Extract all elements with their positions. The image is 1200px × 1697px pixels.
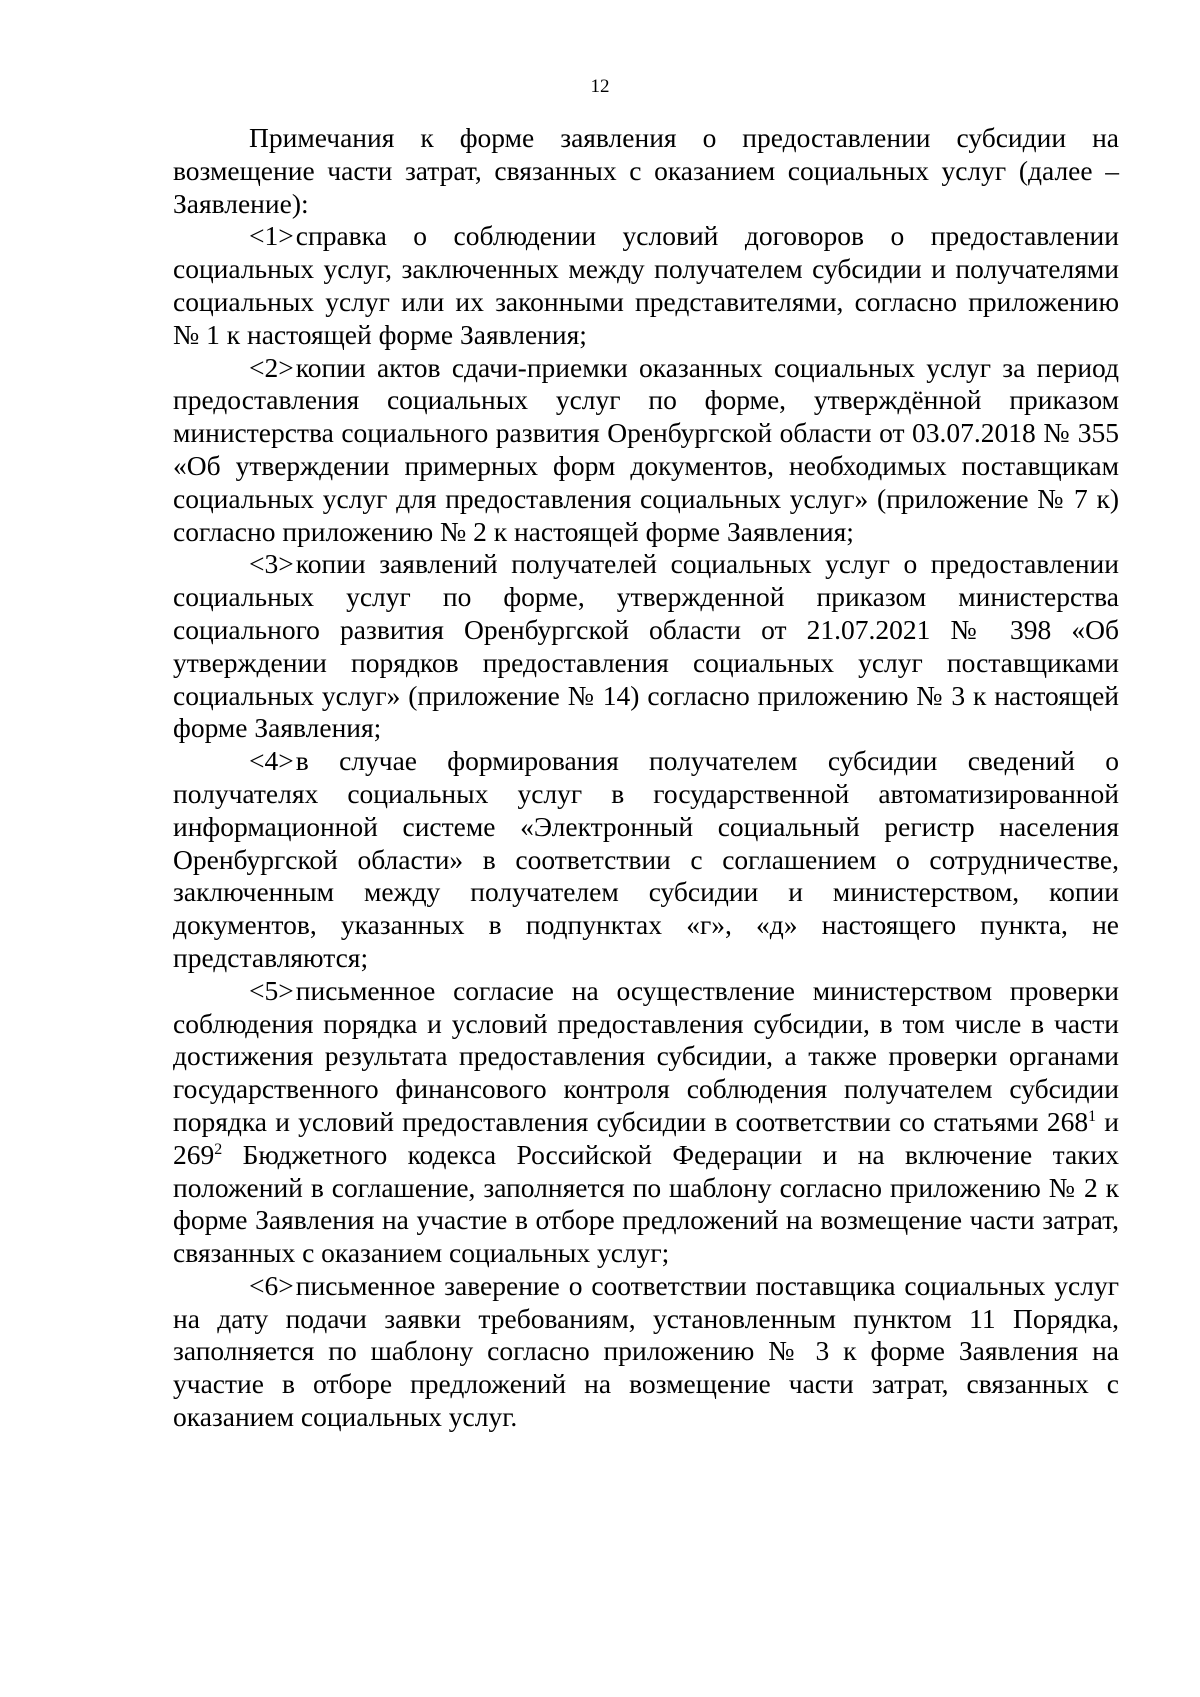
note-4: [173, 745, 1119, 975]
note-text-part: письменное согласие на осуществление министерством проверки соблюдения порядка и условий предоставления субсидии, в том числе в части достижения результата предоставления субсидии, а также проверки органами государственного финансового контроля соблюдения получателем субсидии порядка и условий предоставления субсидии в соответствии со статьями 268: [173, 974, 1119, 1137]
note-marker: <3>: [249, 548, 294, 580]
note-text-part: Бюджетного кодекса Российской Федерации и на включение таких положений в соглашение, заполняется по шаблону согласно приложению № 2 к форме Заявления на участие в отборе предложений на возмещение части затрат, связанных с оказанием социальных услуг;: [173, 1138, 1119, 1269]
note-text: справка о соблюдении условий договоров о предоставлении социальных услуг, заключенных между получателем субсидии и получателями социальных услуг или их законными представителями, согласно приложению № 1 к настоящей форме Заявления;: [173, 220, 1119, 350]
notes-intro: Примечания к форме заявления о предоставлении субсидии на возмещение части затрат, связанных с оказанием социальных услуг (далее – Заявление):: [173, 122, 1119, 219]
note-marker: <2>: [249, 351, 294, 383]
note-2: [173, 352, 1119, 549]
note-text: копии заявлений получателей социальных услуг о предоставлении социальных услуг по форме, утвержденной приказом министерства социального развития Оренбургской области от 21.07.2021 № 398 «Об утверждении порядков предоставления социальных услуг поставщиками социальных услуг» (приложение № 14) согласно приложению № 3 к настоящей форме Заявления;: [173, 548, 1119, 744]
note-1: [173, 220, 1119, 351]
note-marker: <4>: [249, 745, 294, 777]
note-marker: <6>: [249, 1269, 294, 1301]
note-marker: <5>: [249, 974, 294, 1006]
note-text: в случае формирования получателем субсидии сведений о получателях социальных услуг в государственной автоматизированной информационной системе «Электронный социальный регистр населения Оренбургской области» в соответствии с соглашением о сотрудничестве, заключенным между получателем субсидии и министерством, копии документов, указанных в подпунктах «г», «д» настоящего пункта, не представляются;: [173, 745, 1119, 973]
note-6: [173, 1270, 1119, 1434]
note-text-part: и 269: [173, 1105, 1120, 1170]
superscript: 2: [214, 1140, 223, 1158]
note-text: письменное заверение о соответствии поставщика социальных услуг на дату подачи заявки требованиям, установленным пунктом 11 Порядка, заполняется по шаблону согласно приложению № 3 к форме Заявления на участие в отборе предложений на возмещение части затрат, связанных с оказанием социальных услуг.: [173, 1269, 1119, 1433]
document-body: [173, 122, 1119, 1434]
note-5: [173, 975, 1119, 1270]
superscript: 1: [1088, 1107, 1097, 1125]
note-3: [173, 548, 1119, 745]
page-number: 12: [590, 76, 610, 97]
note-text: копии актов сдачи-приемки оказанных социальных услуг за период предоставления социальных услуг по форме, утверждённой приказом министерства социального развития Оренбургской области от 03.07.2018 № 355 «Об утверждении примерных форм документов, необходимых поставщикам социальных услуг для предоставления социальных услуг» (приложение № 7 к) согласно приложению № 2 к настоящей форме Заявления;: [173, 351, 1119, 547]
note-marker: <1>: [249, 220, 294, 252]
